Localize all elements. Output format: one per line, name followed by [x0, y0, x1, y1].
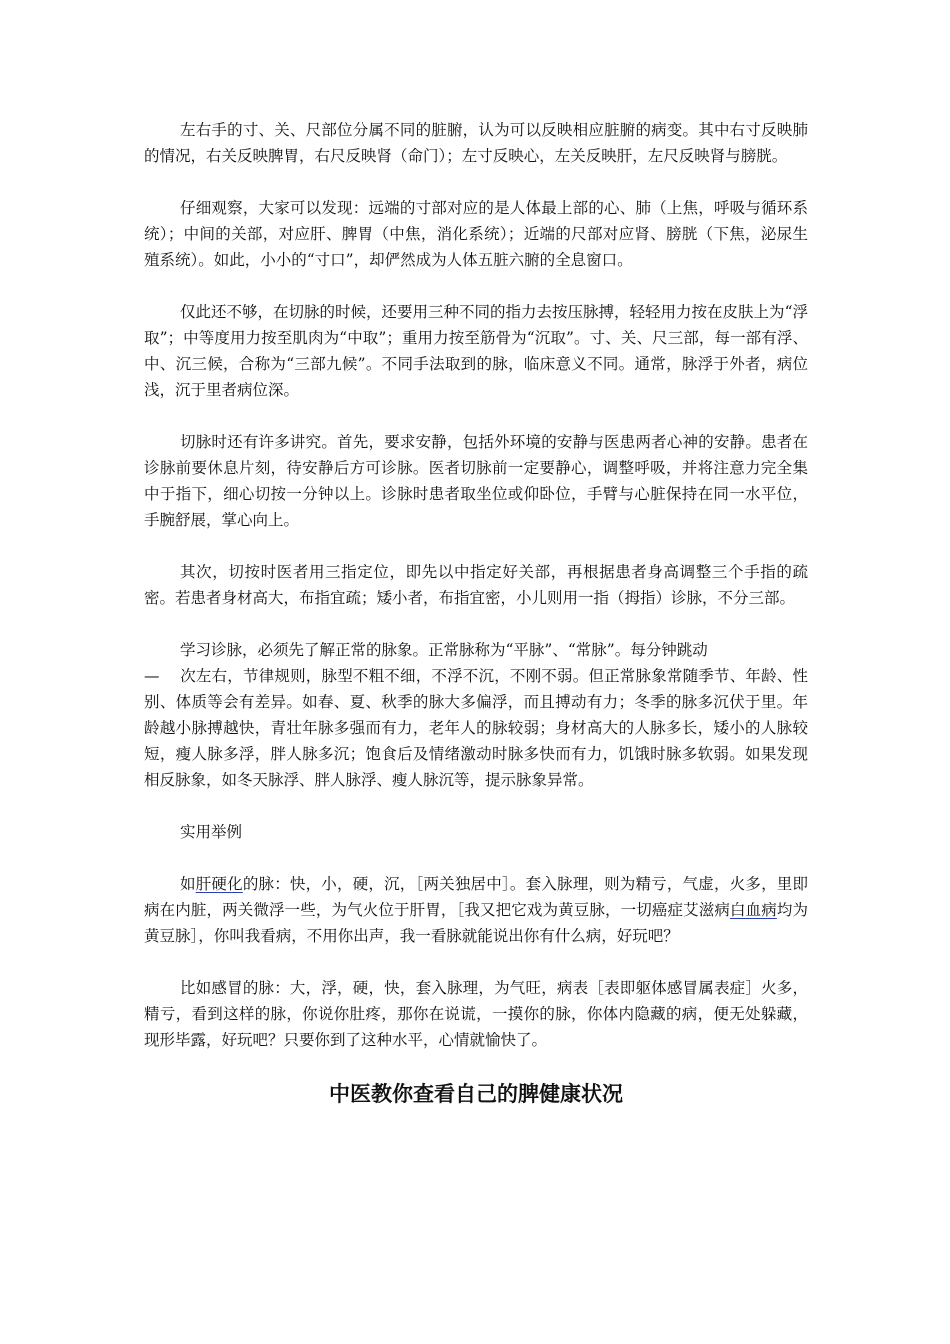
paragraph-normal-pulse	[144, 637, 808, 793]
paragraph-cirrhosis-example	[144, 871, 808, 949]
paragraph-finger-placement: 其次，切按时医者用三指定位，即先以中指定好关部，再根据患者身高调整三个手指的疏密。若患者身材高大，布指宜疏；矮小者，布指宜密，小儿则用一指（拇指）诊脉，不分三部。	[144, 563, 808, 607]
section-title: 中医教你查看自己的脾健康状况	[329, 1082, 623, 1106]
paragraph-pulse-positions: 左右手的寸、关、尺部位分属不同的脏腑，认为可以反映相应脏腑的病变。其中右寸反映肺的情况，右关反映脾胃，右尺反映肾（命门）；左寸反映心，左关反映肝，左尺反映肾与膀胱。	[144, 121, 808, 165]
normal-pulse-text-start: 学习诊脉，必须先了解正常的脉象。正常脉称为“平脉”、“常脉”。每分钟跳动	[180, 641, 708, 659]
link-leukemia[interactable]: 白血病	[729, 901, 777, 919]
paragraph-cold-example: 比如感冒的脉：大，浮，硬，快，套入脉理，为气旺，病表［表即躯体感冒属表症］火多，精亏，看到这样的脉，你说你肚疼，那你在说谎，一摸你的脉，你体内隐藏的病，便无处躲藏，现形毕露，好玩吧？只要你到了这种水平，心情就愉快了。	[144, 979, 808, 1049]
document-page	[144, 117, 808, 1109]
cirrhosis-text-post: 均为黄豆脉］，你叫我看病，不用你出声，我一看脉就能说出你有什么病，好玩吧？	[144, 901, 808, 945]
cirrhosis-text-pre: 如	[180, 875, 196, 893]
paragraph-finger-pressure: 仅此还不够，在切脉的时候，还要用三种不同的指力去按压脉搏，轻轻用力按在皮肤上为“浮取”；中等度用力按至肌肉为“中取”；重用力按至筋骨为“沉取”。寸、关、尺三部，每一部有浮、中、沉三候，合称为“三部九候”。不同手法取到的脉，临床意义不同。通常，脉浮于外者，病位浅，沉于里者病位深。	[144, 303, 808, 399]
missing-number-dash: —	[144, 667, 160, 685]
cirrhosis-text-mid: 的脉：快，小，硬，沉，［两关独居中］。套入脉理，则为精亏，气虚，火多，里即病在内脏，两关微浮一些，为气火位于肝胃，［我又把它戏为黄豆脉，一切癌症艾滋病	[144, 875, 808, 919]
paragraph-observation: 仔细观察，大家可以发现：远端的寸部对应的是人体最上部的心、肺（上焦，呼吸与循环系统）；中间的关部，对应肝、脾胃（中焦，消化系统）；近端的尺部对应肾、膀胱（下焦，泌尿生殖系统）。如此，小小的“寸口”，却俨然成为人体五脏六腑的全息窗口。	[144, 199, 808, 269]
link-cirrhosis[interactable]: 肝硬化	[195, 875, 243, 893]
normal-pulse-text-rest: 次左右，节律规则，脉型不粗不细，不浮不沉，不刚不弱。但正常脉象常随季节、年龄、性别、体质等会有差异。如春、夏、秋季的脉大多偏浮，而且搏动有力；冬季的脉多沉伏于里。年龄越小脉搏越快，青壮年脉多强而有力，老年人的脉较弱；身材高大的人脉多长，矮小的人脉较短，瘦人脉多浮，胖人脉多沉；饱食后及情绪激动时脉多快而有力，饥饿时脉多软弱。如果发现相反脉象，如冬天脉浮、胖人脉浮、瘦人脉沉等，提示脉象异常。	[144, 667, 808, 789]
paragraph-quiet-requirements: 切脉时还有许多讲究。首先，要求安静，包括外环境的安静与医患两者心神的安静。患者在诊脉前要休息片刻，待安静后方可诊脉。医者切脉前一定要静心，调整呼吸，并将注意力完全集中于指下，细心切按一分钟以上。诊脉时患者取坐位或仰卧位，手臂与心脏保持在同一水平位，手腕舒展，掌心向上。	[144, 433, 808, 529]
heading-practical-example: 实用举例	[180, 823, 243, 841]
